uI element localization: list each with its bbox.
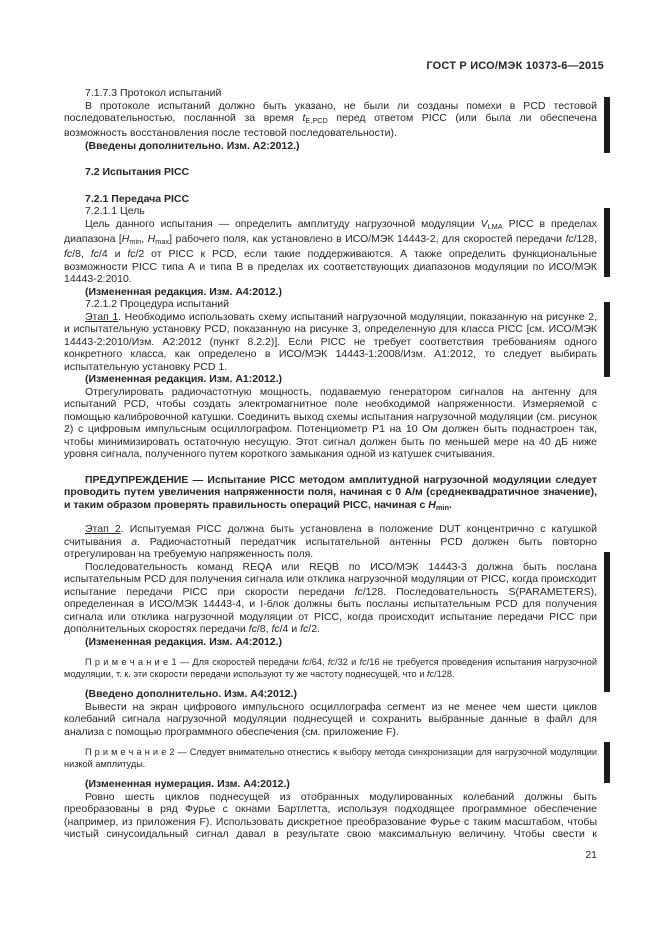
amendment-note: (Измененная редакция. Изм. А4:2012.) [85,635,283,648]
page-number: 21 [585,849,597,861]
amendment-note: (Измененная редакция. Изм. А4:2012.) [85,285,283,298]
revision-change-bar [604,302,610,377]
body-paragraph: Последовательность команд REQA или REQB по ИСО/МЭК 14443-3 должна быть послана испытательным PCD для получения сигнала или отклика нагрузочной модуляции от PICC, когда происходит испытание передачи PICC при скорости передачи fc/128. Последовательность S(PARAMETERS), определенная в ИСО/МЭК 14443-4, и I-блок должны быть посланы испытательным PCD для получения сигнала или отклика нагрузочной модуляции от PICC, когда происходит испытание передачи PICC при дополнительных скоростях передачи fc/8, fc/4 и fc/2. [64,560,597,636]
amendment-note: (Введены дополнительно. Изм. А2:2012.) [85,139,300,152]
amendment-note: (Измененная редакция. Изм. А1:2012.) [85,373,283,386]
revision-change-bar [604,97,610,153]
body-paragraph: Вывести на экран цифрового импульсного осциллографа сегмент из не менее чем шести циклов колебаний сигнала нагрузочной модуляции поднесущей и сохранить выбранные данные в файл для анализа с помощью программного обеспечения (см. приложение F). [64,700,597,738]
document-body [64,87,597,841]
standard-designation-header: ГОСТ Р ИСО/МЭК 10373-6—2015 [426,60,604,72]
amendment-note: (Измененная нумерация. Изм. А4:2012.) [85,778,290,791]
body-paragraph: 7.2.1.1 Цель [85,205,145,218]
body-paragraph: 7.2.1.2 Процедура испытаний [85,298,230,311]
body-paragraph: Ровно шесть циклов поднесущей из отобранных модулированных колебаний должны быть преобразованы в ряд Фурье с окнами Бартлетта, используя подходящее программное обеспечение (например, из приложения F). Использовать дискретное преобразование Фурье с таким масштабом, чтобы чистый синусоидальный сигнал давал в результате свою максимальную величину. Чтобы свести к [64,790,597,841]
note-paragraph: П р и м е ч а н и е 1 — Для скоростей передачи fc/64, fc/32 и fc/16 не требуется проведения испытания нагрузочной модуляции, т. к. эти скорости передачи используют ту же частоту поднесущей, что и fc/128. [64,657,597,680]
body-paragraph: 7.1.7.3 Протокол испытаний [85,87,222,99]
body-paragraph: Цель данного испытания — определить амплитуду нагрузочной модуляции $V_{LMA}$ PICC в пределах диапазона [$H_{min}$, $H_{max}$] рабочего поля, как установлено в ИСО/МЭК 14443-2, для скоростей передачи fc/128, fc/8, fc/4 и fc/2 от PICC к PCD, если такие поддерживаются. А также определить функциональные возможности PICC типа А и типа В в пределах их соответствующих диапазонов модуляции по ИСО/МЭК 14443-2:2010. [64,217,597,286]
body-paragraph: Этап 2. Испытуемая PICC должна быть установлена в положение DUT концентрично с катушкой считывания а. Радиочастотный передатчик испытательной антенны PCD должен быть повторно отрегулирован на требуемую напряженность поля. [64,523,597,561]
amendment-note: (Введено дополнительно. Изм. А4:2012.) [85,688,297,701]
body-paragraph: Отрегулировать радиочастотную мощность, подаваемую генератором сигналов на антенну для испытаний PCD, чтобы создать электромагнитное поле необходимой напряженности. Измеряемой с помощью калибровочной катушки. Соединить выход схемы испытания нагрузочной модуляции (см. рисунок 2) с цифровым импульсным осциллографом. Потенциометр Р1 на 10 Ом должен быть поднастроен так, чтобы минимизировать остаточную несущую. Этот сигнал должен быть по меньшей мере на 40 дБ ниже уровня сигнала, полученного путем короткого замыкания одной из катушек считывания. [64,385,597,461]
section-heading: 7.2 Испытания PICC [85,166,190,179]
revision-change-bar [604,208,610,277]
revision-change-bar [604,552,610,692]
warning-paragraph: ПРЕДУПРЕЖДЕНИЕ — Испытание PICC методом амплитудной нагрузочной модуляции следует проводить путем увеличения напряженности поля, начиная с 0 А/м (среднеквадратичное значение), и таким образом проверять правильность операций PICC, начиная с $H_{min}$. [64,473,597,512]
section-heading: 7.2.1 Передача PICC [85,192,190,205]
body-paragraph: В протоколе испытаний должно быть указано, не были ли созданы помехи в PCD тестовой последовательностью, посланной за время $t_{E,PCD}$ перед ответом PICC (или была ли обеспечена возможность восстановления после тестовой последовательности). [64,99,597,140]
note-paragraph: П р и м е ч а н и е 2 — Следует внимательно отнестись к выбору метода синхронизации для нагрузочной модуляции низкой амплитуды. [64,747,597,770]
revision-change-bar [604,742,610,783]
body-paragraph: Этап 1. Необходимо использовать схему испытаний нагрузочной модуляции, показанную на рисунке 2, и испытательную установку PCD, показанную на рисунке 3, определенную для класса PICC [см. ИСО/МЭК 14443-2:2010/Изм. А2:2012 (пункт 8.2.2)]. Если PICC не требует соответствия требованиям одного конкретного класса, как определено в ИСО/МЭК 14443-1:2008/Изм. А1:2012, то следует выбирать испытательную установку PCD 1. [64,310,597,373]
